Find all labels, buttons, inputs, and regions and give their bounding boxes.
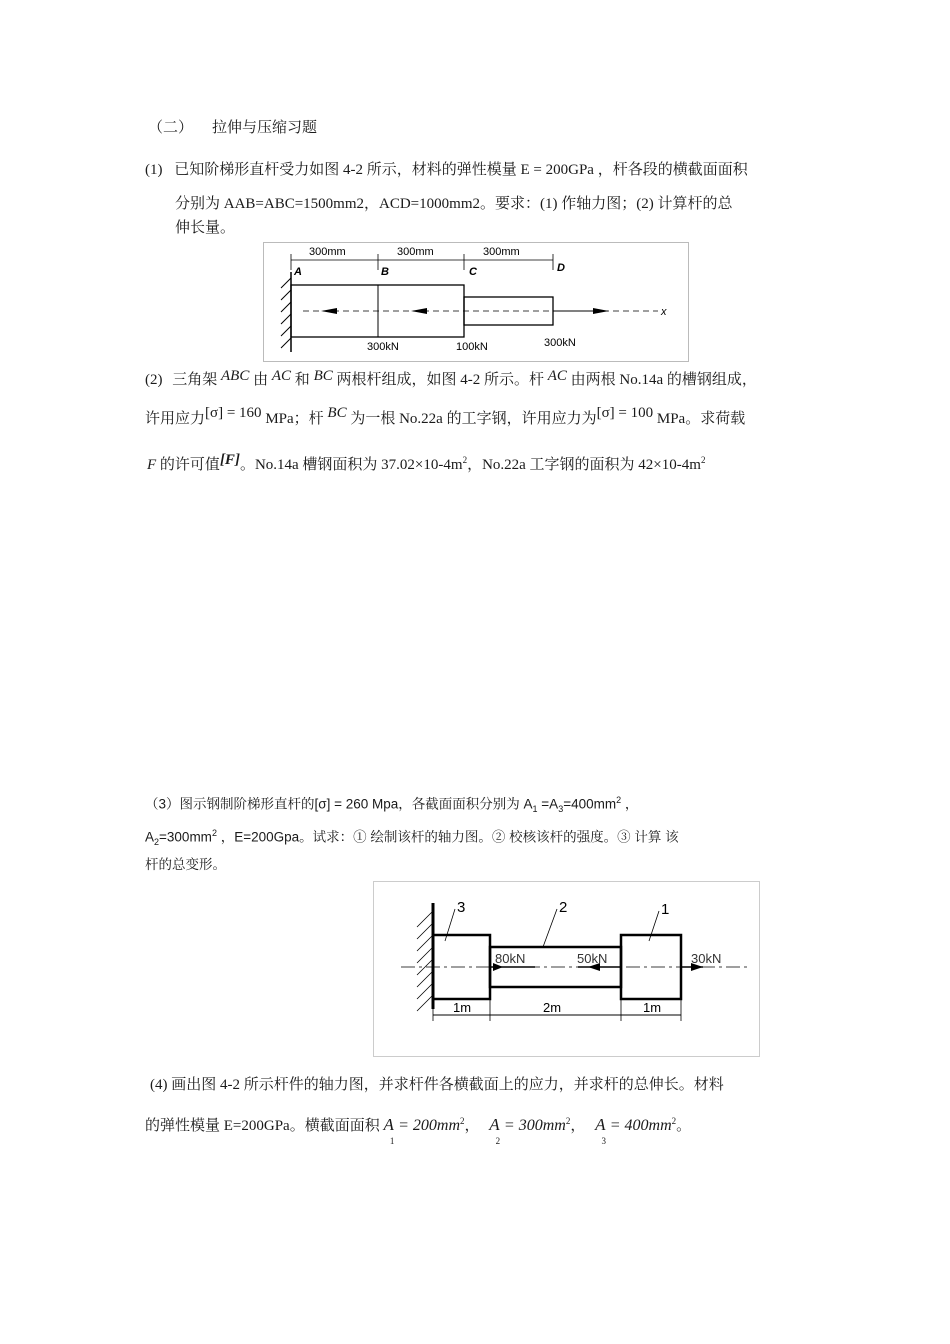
problem-2-number: (2) — [145, 372, 163, 388]
problem-1-text: 已知阶梯形直杆受力如图 4-2 所示，材料的弹性模量 — [174, 162, 517, 178]
allowable-stress-ac: [σ] = 160 — [205, 405, 262, 421]
rod-ac-2: AC — [547, 368, 567, 384]
area-a3-sub: 3 — [601, 1136, 606, 1146]
p2-text-c: 和 — [294, 372, 310, 388]
p3-text-1a: （3）图示钢制阶梯形直杆的[σ] = 260 Mpa，各截面面积分别为 A — [145, 796, 533, 812]
area-a3-symbol: A — [595, 1115, 606, 1134]
allowable-load: [F] — [219, 452, 240, 468]
axis-x-label: x — [661, 306, 667, 318]
problem-4-line1: (4) 画出图 4-2 所示杆件的轴力图，并求杆件各横截面上的应力，并求杆的总伸长。材料 — [150, 1077, 724, 1093]
area-a2-symbol: A — [489, 1115, 500, 1134]
point-c: C — [469, 266, 477, 278]
rod-bc: BC — [313, 368, 333, 384]
problem-3-line1 — [145, 790, 638, 819]
rod-bc-2: BC — [327, 405, 347, 421]
load-30kn: 30kN — [691, 951, 722, 966]
dim-2m: 2m — [543, 1000, 562, 1015]
load-f: F — [147, 457, 157, 473]
dim-bc: 300mm — [397, 246, 434, 258]
p3-text-2c: ，E=200Gpa。试求：① 绘制该杆的轴力图。② 校核该杆的强度。③ 计算 该 — [216, 829, 679, 845]
label-3: 3 — [457, 899, 466, 916]
load-80kn: 80kN — [495, 951, 526, 966]
p3-text-2a: A — [145, 829, 155, 845]
section-title: 拉伸与压缩习题 — [212, 120, 318, 136]
p3-sub1: 1 — [532, 804, 538, 815]
p3-sup-b: 2 — [211, 828, 217, 838]
section-number: （二） — [148, 120, 194, 136]
point-b: B — [381, 266, 389, 278]
area-a3-sup: 2 — [671, 1116, 677, 1126]
area-a2-value: = 300mm — [503, 1117, 566, 1134]
load-label-c: 100kN — [456, 341, 488, 353]
arrow-300kn-left — [321, 308, 337, 314]
triangle-abc: ABC — [221, 368, 250, 384]
dim-cd: 300mm — [483, 246, 520, 258]
problem-2-line3 — [147, 450, 705, 475]
p2-text-f: 许用应力 — [145, 411, 206, 427]
rod-ac: AC — [271, 368, 292, 384]
load-label-b: 300kN — [367, 341, 399, 353]
wall-hatch — [281, 278, 291, 348]
p2-text-h: 为一根 No.22a 的工字钢，许用应力为 — [350, 411, 597, 427]
area-a3-value: = 400mm — [609, 1117, 672, 1134]
p4-text: 的弹性模量 E=200GPa。横截面面积 — [145, 1118, 380, 1134]
p4-end: 。 — [676, 1118, 692, 1134]
modulus-formula: E = 200GPa — [520, 162, 594, 178]
p2-text-b: 由 — [253, 372, 269, 388]
p2-text-d: 两根杆组成，如图 4-2 所示。杆 — [336, 372, 544, 388]
problem-3-line3: 杆的总变形。 — [145, 857, 226, 872]
p2-text-l: ，No.22a 工字钢的面积为 42×10-4m — [467, 457, 701, 473]
problem-1-number: (1) — [145, 162, 163, 178]
area-a2-sub: 2 — [495, 1136, 501, 1146]
label-1: 1 — [661, 901, 670, 918]
area-a1-sup: 2 — [460, 1116, 465, 1126]
figure-stepped-bar-1 — [263, 242, 689, 362]
point-d: D — [557, 262, 565, 274]
problem-1-text-line1 — [145, 160, 748, 180]
p2-text-a: 三角架 — [172, 372, 218, 388]
problem-1-text-cont: ，杆各段的横截面面积 — [597, 162, 748, 178]
dim-ab: 300mm — [309, 246, 346, 258]
p4-sep2: ， — [570, 1118, 586, 1134]
area-a1-value: = 200mm — [398, 1117, 461, 1134]
p2-text-j: 的许可值 — [159, 457, 220, 473]
problem-2-line1 — [145, 370, 757, 390]
p3-text-1b: =A — [537, 796, 559, 812]
dim-1m-left: 1m — [453, 1000, 472, 1015]
problem-2-line2 — [145, 405, 746, 429]
p3-sub3: 3 — [558, 804, 564, 815]
p4-sep1: ， — [464, 1118, 480, 1134]
problem-3-line2 — [145, 823, 679, 852]
p3-text-2b: =300mm — [159, 829, 212, 845]
area-a1-sub: 1 — [389, 1136, 395, 1146]
area-a1-symbol: A — [383, 1115, 394, 1134]
wall-hatch-3 — [417, 911, 433, 1011]
p3-sub2: 2 — [154, 837, 160, 848]
area-a2-sup: 2 — [565, 1116, 571, 1126]
p2-text-k: 。No.14a 槽钢面积为 37.02×10-4m — [239, 457, 463, 473]
p3-text-1c: =400mm — [563, 796, 617, 812]
allowable-stress-bc: [σ] = 100 — [596, 405, 654, 421]
figure-stepped-bar-3 — [373, 881, 760, 1057]
p2-text-g: MPa；杆 — [265, 411, 324, 427]
p2-text-e: 由两根 No.14a 的槽钢组成， — [570, 372, 757, 388]
point-a: A — [294, 266, 302, 278]
p2-text-i: MPa。求荷载 — [656, 411, 746, 427]
label-2: 2 — [559, 899, 568, 916]
p2-sup1: 2 — [462, 455, 468, 465]
p3-text-1d: ， — [621, 796, 639, 812]
problem-1-text-line3: 伸长量。 — [175, 220, 236, 236]
p3-sup-a: 2 — [616, 795, 622, 805]
problem-1-text-line2: 分别为 AAB=ABC=1500mm2，ACD=1000mm2。要求：(1) 作轴力图；(2) 计算杆的总 — [175, 196, 733, 212]
arrow-100kn-left — [411, 308, 427, 314]
load-label-d: 300kN — [544, 337, 576, 349]
load-50kn: 50kN — [577, 951, 608, 966]
dim-1m-right: 1m — [643, 1000, 662, 1015]
p2-sup2: 2 — [700, 455, 706, 465]
problem-4-line2 — [145, 1111, 691, 1145]
